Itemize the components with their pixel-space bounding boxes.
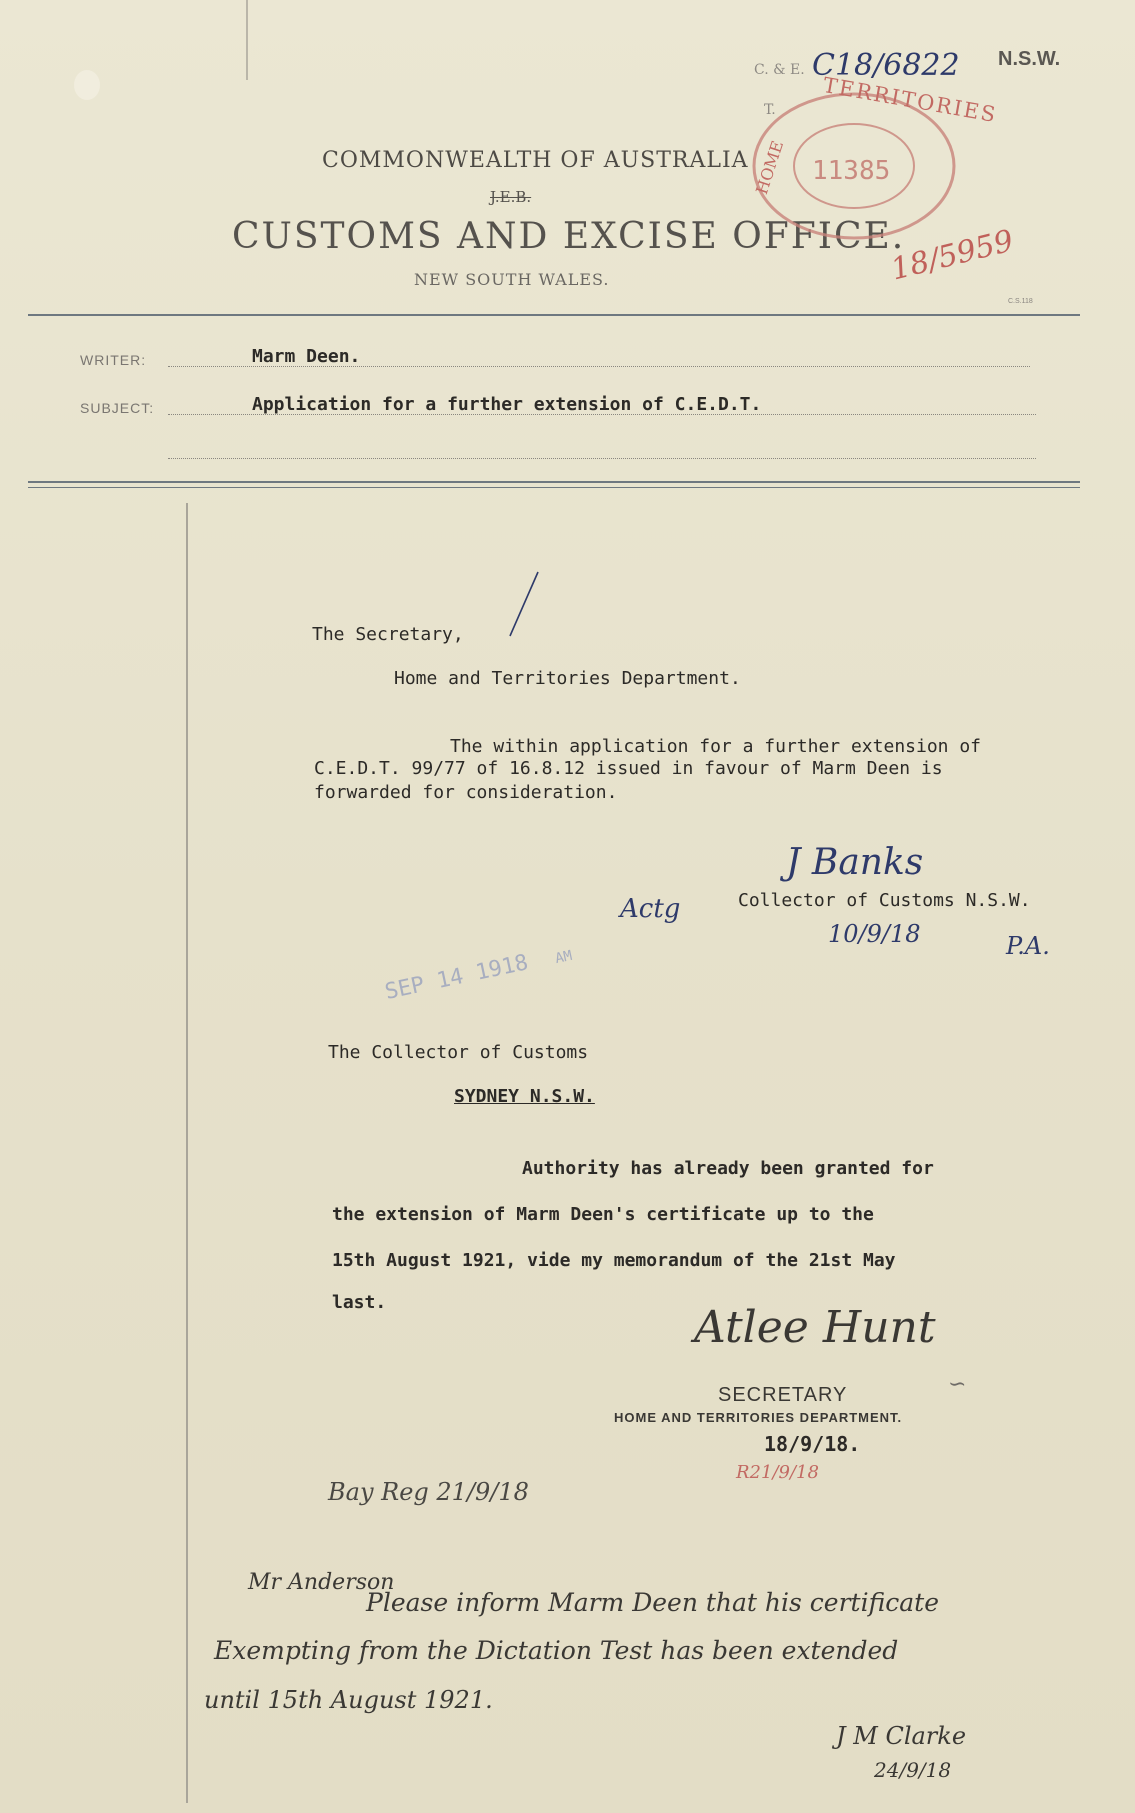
blank-line [168,458,1036,459]
memo2-sig-date: 18/9/18. [764,1432,861,1456]
annotation-line1: Please inform Marm Deen that his certificate [366,1588,940,1617]
memo2-signature: Atlee Hunt [694,1302,936,1353]
memo2-line2: the extension of Marm Deen's certificate up to the [332,1204,874,1225]
commonwealth-heading: COMMONWEALTH OF AUSTRALIA [322,148,749,173]
subject-value: Application for a further extension of C.E.D.T. [252,394,762,415]
memo2-sig-title: SECRETARY [718,1384,848,1406]
memo1-signature: J Banks [786,842,924,883]
form-code: C.S.118 [1008,298,1033,305]
writer-label: WRITER: [80,352,147,368]
signature-flourish: ∽ [948,1372,967,1397]
section-rule-1 [28,481,1080,483]
memo1-sig-title: Collector of Customs N.S.W. [738,890,1031,911]
memo2-location: SYDNEY N.S.W. [454,1086,595,1107]
margin-line [186,503,188,1803]
punch-hole [74,70,100,100]
memo2-sig-dept: HOME AND TERRITORIES DEPARTMENT. [614,1410,903,1425]
pin-mark [246,0,248,80]
annotation-date: 24/9/18 [874,1758,952,1782]
stamp-left-text: HOME [752,138,788,197]
memo2-addressee: The Collector of Customs [328,1042,589,1063]
memo2-line3: 15th August 1921, vide my memorandum of the 21st May [332,1250,896,1271]
subject-label: SUBJECT: [80,400,155,416]
memo2-line4: last. [332,1292,387,1313]
header-rule [28,314,1080,316]
memo2-line1: Authority has already been granted for [522,1158,934,1179]
stamp-top-text: TERRITORIES [821,72,1000,128]
region-heading: NEW SOUTH WALES. [414,270,610,289]
annotation-addressee: Mr Anderson [248,1570,395,1595]
state-label: N.S.W. [998,48,1061,70]
annotation-signature: J M Clarke [836,1722,967,1750]
received-stamp [383,941,574,1005]
memo1-line1: The within application for a further extension of [450,736,982,757]
stamp-handwritten-ref: 18/5959 [887,223,1018,288]
memo1-sig-date: 10/9/18 [828,920,921,948]
ref-t: T. [764,102,776,118]
memo1-department: Home and Territories Department. [394,668,741,689]
section-rule-2 [28,487,1080,488]
memo1-sig-prefix: Actg [620,894,681,924]
ref-handwritten: C18/6822 [812,48,960,83]
memo1-sig-initials: P.A. [1006,932,1050,960]
memo1-addressee: The Secretary, [312,624,464,645]
tick-mark [504,566,544,644]
memo1-line2: C.E.D.T. 99/77 of 16.8.12 issued in favour of Marm Deen is [314,758,943,779]
registry-note: Bay Reg 21/9/18 [328,1478,529,1506]
received-stamp-am: AM [553,947,574,968]
writer-value: Marm Deen. [252,346,361,367]
memo2-red-note: R21/9/18 [736,1462,819,1483]
annotation-line2: Exempting from the Dictation Test has been extended [214,1636,899,1665]
stamp-number: 11385 [812,156,891,186]
ref-prefix: C. & E. [754,62,805,78]
office-heading: CUSTOMS AND EXCISE OFFICE. [232,216,906,257]
struck-initials: J.E.B. [490,188,532,206]
annotation-line3: until 15th August 1921. [204,1686,493,1714]
received-stamp-date: SEP 14 1918 [382,950,531,1005]
memo1-line3: forwarded for consideration. [314,782,618,803]
